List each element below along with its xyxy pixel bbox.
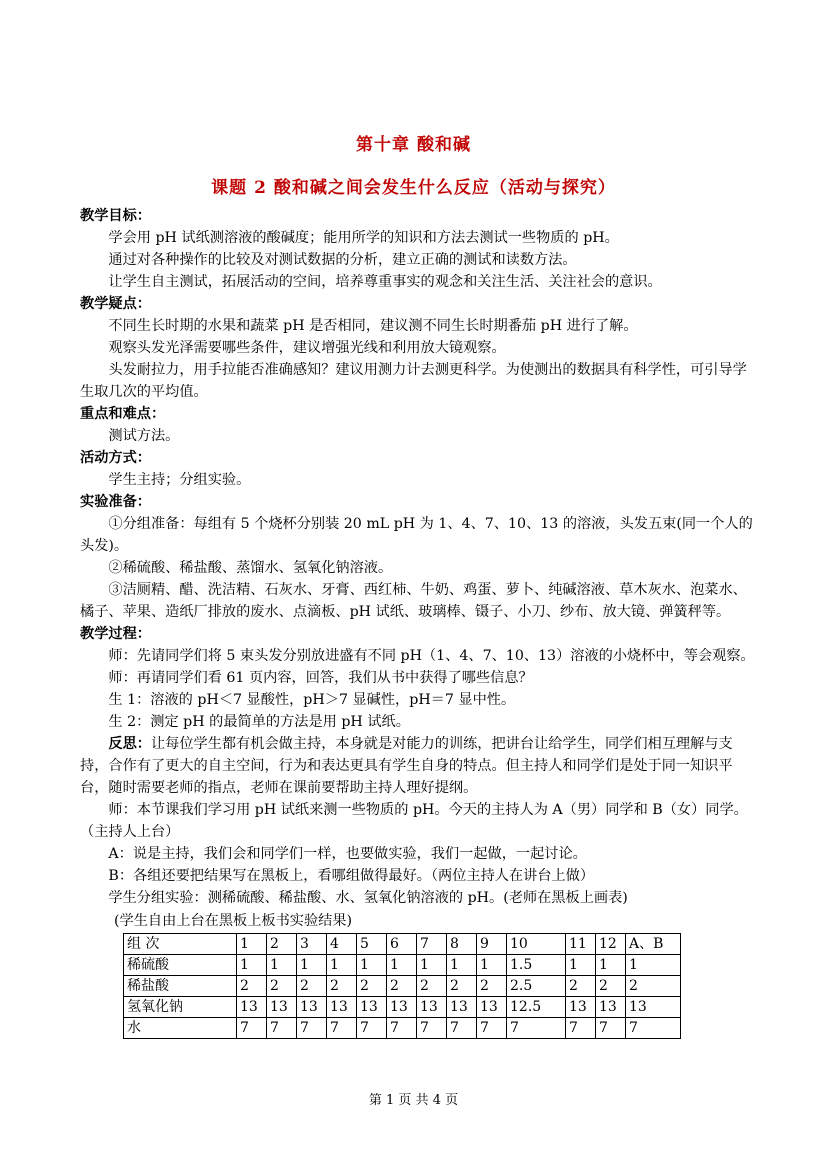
table-cell: 2: [327, 976, 357, 997]
table-cell: 13: [297, 997, 327, 1018]
table-cell: 13: [566, 997, 596, 1018]
table-cell: 1.5: [507, 955, 566, 976]
table-cell: 7: [267, 1018, 297, 1039]
table-cell: 7: [626, 1018, 681, 1039]
table-cell: 13: [477, 997, 507, 1018]
paragraph: A：说是主持，我们会和同学们一样，也要做实验，我们一起做，一起讨论。: [108, 846, 587, 862]
table-cell: 7: [297, 1018, 327, 1039]
paragraph: 头发耐拉力，用手拉能否准确感知？建议用测力计去测更科学。为使测出的数据具有科学性，可引导学生取几次的平均值。: [80, 362, 747, 400]
table-cell: 1: [387, 955, 417, 976]
section-heading: 教学疑点：: [80, 296, 151, 312]
table-cell: 7: [417, 934, 447, 955]
table-header-row: [124, 934, 681, 955]
paragraph: 让学生自主测试，拓展活动的空间，培养尊重事实的观念和关注生活、关注社会的意识。: [108, 274, 662, 290]
table-cell: 6: [387, 934, 417, 955]
table-cell: A、B: [626, 934, 681, 955]
section-heading: 教学目标：: [80, 208, 151, 224]
table-cell: 13: [387, 997, 417, 1018]
table-cell: 1: [267, 955, 297, 976]
table-cell: 稀硫酸: [124, 955, 237, 976]
paragraph: 生 2：测定 pH 的最简单的方法是用 pH 试纸。: [108, 714, 410, 730]
table-cell: 7: [447, 1018, 477, 1039]
paragraph: 观察头发光泽需要哪些条件，建议增强光线和利用放大镜观察。: [108, 340, 506, 356]
table-row: [124, 997, 681, 1018]
table-cell: 13: [267, 997, 297, 1018]
table-cell: 7: [387, 1018, 417, 1039]
paragraph: 测试方法。: [108, 428, 180, 444]
table-cell: 1: [297, 955, 327, 976]
reflection-text: 让每位学生都有机会做主持，本身就是对能力的训练，把讲台让给学生，同学们相互理解与支持，合作有了更大的自主空间，行为和表达更具有学生自身的特点。但主持人和同学们是处于同一知识平台，随时需要老师的指点，老师在课前要帮助主持人理好提纲。: [80, 736, 733, 796]
table-cell: 2.5: [507, 976, 566, 997]
table-cell: 1: [596, 955, 626, 976]
table-cell: 7: [417, 1018, 447, 1039]
table-caption: (学生自由上台在黑板上板书实验结果): [114, 913, 353, 929]
section-heading: 重点和难点：: [80, 406, 166, 422]
table-cell: 3: [297, 934, 327, 955]
sections: [80, 205, 760, 733]
reflection-label: 反思：: [108, 736, 151, 752]
table-cell: 2: [267, 976, 297, 997]
table-cell: 2: [297, 976, 327, 997]
table-cell: 7: [596, 1018, 626, 1039]
after-paragraphs: [80, 799, 760, 909]
paragraph: 通过对各种操作的比较及对测试数据的分析，建立正确的测试和读数方法。: [108, 252, 577, 268]
table-cell: 2: [387, 976, 417, 997]
paragraph: B：各组还要把结果写在黑板上，看哪组做得最好。（两位主持人在讲台上做）: [108, 868, 595, 884]
paragraph: 学会用 pH 试纸测溶液的酸碱度；能用所学的知识和方法去测试一些物质的 pH。: [108, 230, 619, 246]
table-cell: 1: [477, 955, 507, 976]
table-cell: 13: [596, 997, 626, 1018]
table-cell: 11: [566, 934, 596, 955]
table-cell: 2: [237, 976, 267, 997]
table-cell: 4: [327, 934, 357, 955]
table-cell: 13: [626, 997, 681, 1018]
reflection-paragraph: [80, 733, 760, 799]
lesson-title: 课题 2 酸和碱之间会发生什么反应（活动与探究）: [211, 178, 616, 198]
paragraph: 师：再请同学们看 61 页内容，回答，我们从书中获得了哪些信息？: [108, 670, 533, 686]
paragraph: 师：本节课我们学习用 pH 试纸来测一些物质的 pH。今天的主持人为 A（男）同学和 B（女）同学。（主持人上台）: [80, 802, 748, 840]
table-cell: 12: [596, 934, 626, 955]
table-cell: 1: [626, 955, 681, 976]
table-cell: 2: [417, 976, 447, 997]
table-cell: 1: [447, 955, 477, 976]
table-cell: 7: [327, 1018, 357, 1039]
table-cell: 13: [237, 997, 267, 1018]
table-cell: 1: [566, 955, 596, 976]
table-cell: 1: [327, 955, 357, 976]
table-cell: 组 次: [124, 934, 237, 955]
table-cell: 7: [237, 1018, 267, 1039]
paragraph: ①分组准备：每组有 5 个烧杯分别装 20 mL pH 为 1、4、7、10、13 的溶液，头发五束(同一个人的头发)。: [80, 516, 753, 554]
table-cell: 8: [447, 934, 477, 955]
table-cell: 13: [417, 997, 447, 1018]
table-cell: 13: [327, 997, 357, 1018]
paragraph: 师：先请同学们将 5 束头发分别放进盛有不同 pH（1、4、7、10、13）溶液的小烧杯中，等会观察。: [108, 648, 755, 664]
paragraph: 学生主持；分组实验。: [108, 472, 251, 488]
table-cell: 2: [596, 976, 626, 997]
table-cell: 1: [237, 934, 267, 955]
paragraph: 不同生长时期的水果和蔬菜 pH 是否相同，建议测不同生长时期番茄 pH 进行了解。: [108, 318, 638, 334]
chapter-title: 第十章 酸和碱: [356, 135, 471, 155]
table-cell: 2: [477, 976, 507, 997]
table-row: [124, 955, 681, 976]
table-cell: 稀盐酸: [124, 976, 237, 997]
results-table: [123, 933, 681, 1039]
table-cell: 7: [477, 1018, 507, 1039]
table-cell: 2: [357, 976, 387, 997]
table-cell: 13: [447, 997, 477, 1018]
table-cell: 氢氧化钠: [124, 997, 237, 1018]
paragraph: ②稀硫酸、稀盐酸、蒸馏水、氢氧化钠溶液。: [108, 560, 393, 576]
table-cell: 5: [357, 934, 387, 955]
table-cell: 2: [566, 976, 596, 997]
section-heading: 教学过程：: [80, 626, 151, 642]
table-cell: 10: [507, 934, 566, 955]
page-footer: 第 1 页 共 4 页: [368, 1093, 459, 1108]
document-body: [80, 205, 760, 1039]
table-cell: 水: [124, 1018, 237, 1039]
table-cell: 12.5: [507, 997, 566, 1018]
table-row: [124, 976, 681, 997]
table-row: [124, 1018, 681, 1039]
table-cell: 2: [267, 934, 297, 955]
section-heading: 活动方式：: [80, 450, 151, 466]
paragraph: 生 1：溶液的 pH＜7 显酸性，pH＞7 显碱性，pH＝7 显中性。: [108, 692, 516, 708]
paragraph: 学生分组实验：测稀硫酸、稀盐酸、水、氢氧化钠溶液的 pH。(老师在黑板上画表): [108, 890, 628, 906]
table-cell: 2: [447, 976, 477, 997]
table-cell: 9: [477, 934, 507, 955]
table-cell: 1: [237, 955, 267, 976]
paragraph: ③洁厕精、醋、洗洁精、石灰水、牙膏、西红柿、牛奶、鸡蛋、萝卜、纯碱溶液、草木灰水、泡菜水、橘子、苹果、造纸厂排放的废水、点滴板、pH 试纸、玻璃棒、镊子、小刀、纱布、放大镜、弹簧秤等。: [80, 582, 747, 620]
table-cell: 13: [357, 997, 387, 1018]
table-cell: 2: [626, 976, 681, 997]
table-cell: 7: [566, 1018, 596, 1039]
table-cell: 1: [357, 955, 387, 976]
table-cell: 7: [507, 1018, 566, 1039]
table-cell: 7: [357, 1018, 387, 1039]
section-heading: 实验准备：: [80, 494, 151, 510]
table-cell: 1: [417, 955, 447, 976]
